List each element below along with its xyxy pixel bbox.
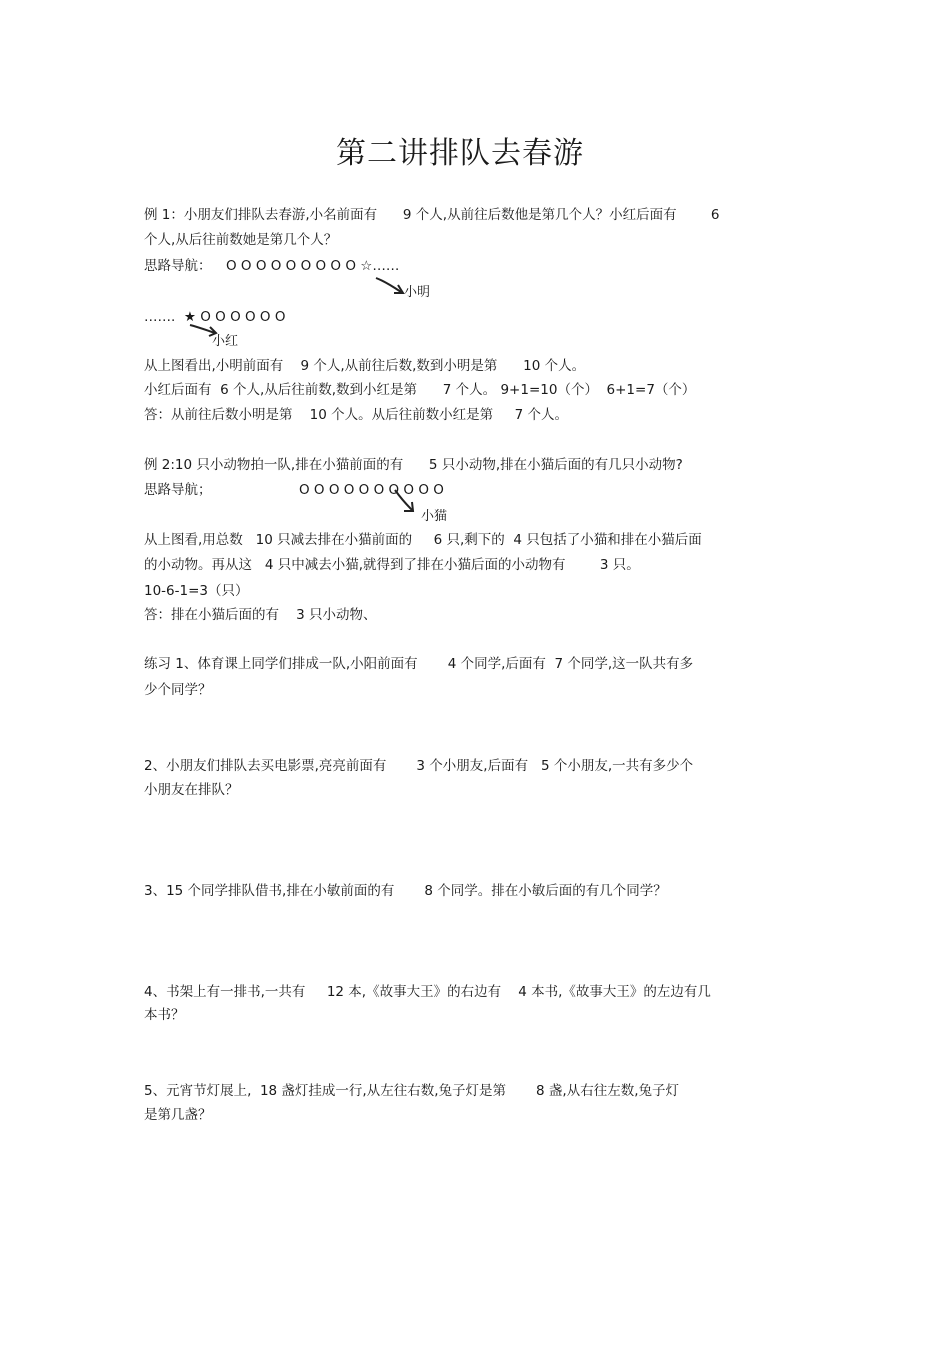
label-cat: 小猫 — [421, 509, 448, 524]
page-title: 第二讲排队去春游 — [336, 136, 584, 171]
example2-guide-row: O O O O O O O O O O — [299, 482, 444, 498]
example2-answer: 答：排在小猫后面的有 3 只小动物、 — [144, 607, 377, 623]
example1-row2: ……. ★ O O O O O O — [144, 309, 286, 325]
arrow-xiaoming-icon — [374, 275, 408, 297]
label-xiaohong: 小红 — [212, 334, 239, 349]
practice-2-line2: 小朋友在排队？ — [144, 782, 239, 798]
practice-3-line1: 3、15 个同学排队借书,排在小敏前面的有 8 个同学。排在小敏后面的有几个同学？ — [144, 883, 667, 899]
label-xiaoming: 小明 — [404, 285, 431, 300]
example2-explain2: 的小动物。再从这 4 只中减去小猫,就得到了排在小猫后面的小动物有 3 只。 — [144, 557, 640, 573]
example1-line2: 个人,从后往前数她是第几个人？ — [144, 232, 338, 248]
example1-guide-label: 思路导航： — [144, 258, 212, 274]
example2-guide-label: 思路导航； — [144, 482, 212, 498]
practice-4-line2: 本书？ — [144, 1007, 185, 1023]
example1-answer: 答：从前往后数小明是第 10 个人。从后往前数小红是第 7 个人。 — [144, 407, 568, 423]
example2-explain1: 从上图看,用总数 10 只减去排在小猫前面的 6 只,剩下的 4 只包括了小猫和排在小猫后面 — [144, 532, 702, 548]
practice-2-line1: 2、小朋友们排队去买电影票,亮亮前面有 3 个小朋友,后面有 5 个小朋友,一共有多少个 — [144, 758, 694, 774]
practice-1-line2: 少个同学？ — [144, 682, 212, 698]
example1-explain1: 从上图看出,小明前面有 9 个人,从前往后数,数到小明是第 10 个人。 — [144, 358, 586, 374]
example2-line1: 例 2:10 只小动物拍一队,排在小猫前面的有 5 只小动物,排在小猫后面的有几只小动物? — [144, 457, 683, 473]
practice-5-line2: 是第几盏？ — [144, 1107, 212, 1123]
example1-guide-row: O O O O O O O O O ☆…… — [226, 258, 400, 274]
example2-formula: 10-6-1=3（只） — [144, 583, 249, 599]
practice-1-line1: 练习 1、体育课上同学们排成一队,小阳前面有 4 个同学,后面有 7 个同学,这一队共有多 — [144, 656, 694, 672]
example1-line1: 例 1：小朋友们排队去春游,小名前面有 9 个人,从前往后数他是第几个人？小红后面有 6 — [144, 207, 720, 223]
practice-4-line1: 4、书架上有一排书,一共有 12 本,《故事大王》的右边有 4 本书,《故事大王》的左边有几 — [144, 984, 711, 1000]
practice-5-line1: 5、元宵节灯展上, 18 盏灯挂成一行,从左往右数,兔子灯是第 8 盏,从右往左数,兔子灯 — [144, 1083, 680, 1099]
arrow-cat-icon — [392, 488, 420, 516]
example1-explain2: 小红后面有 6 个人,从后往前数,数到小红是第 7 个人。 9+1=10（个） 6+1=7（个） — [144, 382, 696, 398]
